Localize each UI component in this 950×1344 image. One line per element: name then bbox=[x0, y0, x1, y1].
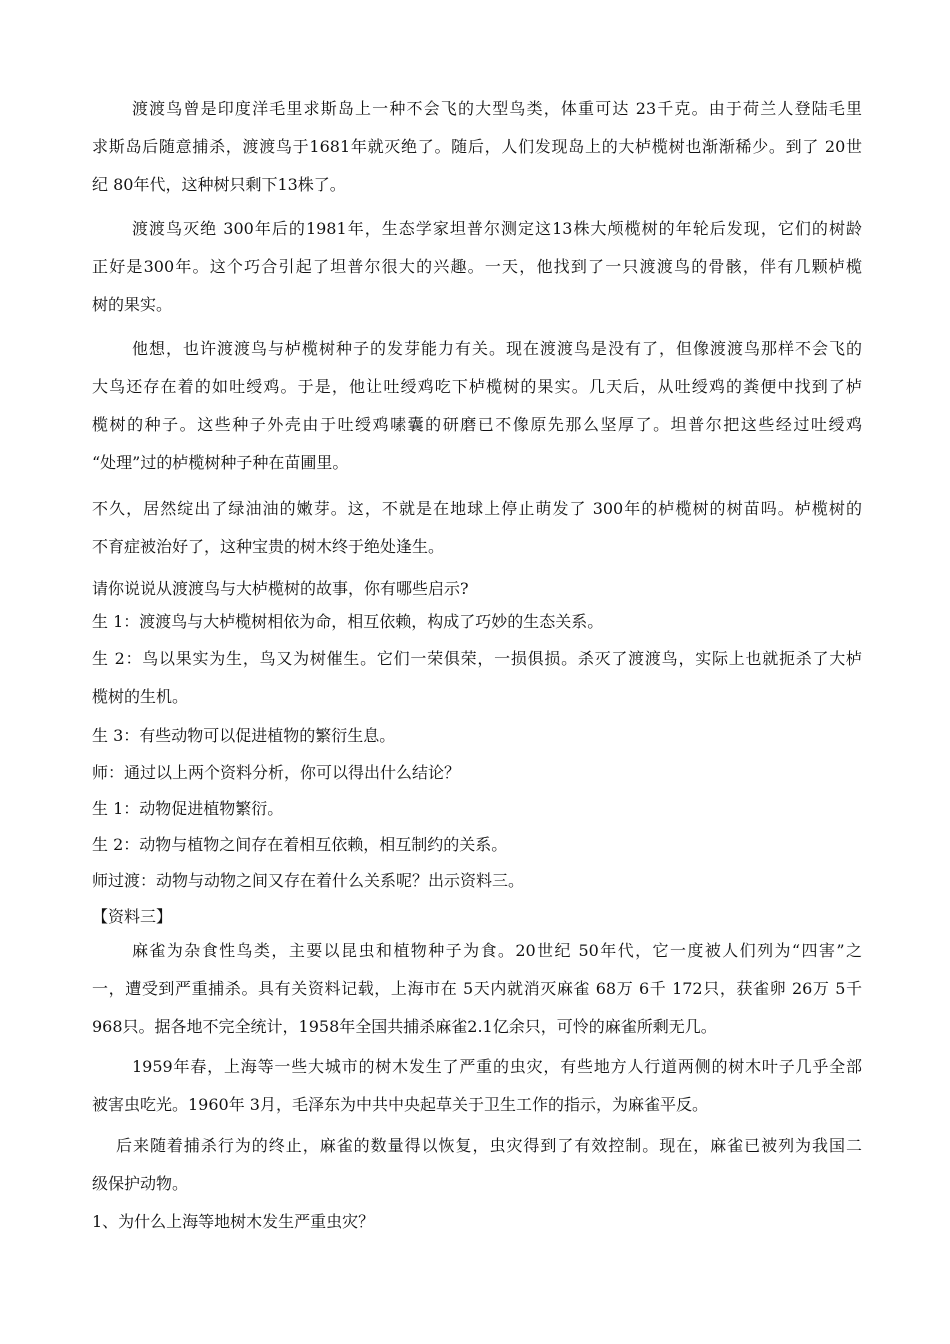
text-line: 生 3：有些动物可以促进植物的繁衍生息。 bbox=[92, 726, 396, 745]
text-line: 正好是300年。这个巧合引起了坦普尔很大的兴趣。一天，他找到了一只渡渡鸟的骨骸，伴有几颗栌榄 bbox=[92, 257, 862, 276]
text-line: 被害虫吃光。1960年 3月，毛泽东为中共中央起草关于卫生工作的指示，为麻雀平反。 bbox=[92, 1095, 708, 1114]
text-line: 师过渡：动物与动物之间又存在着什么关系呢？出示资料三。 bbox=[92, 871, 525, 890]
paragraph-temple-study bbox=[92, 210, 862, 324]
student-answer-1 bbox=[92, 603, 862, 641]
paragraph-dodo-intro bbox=[92, 90, 862, 204]
student-answer-4 bbox=[92, 790, 862, 828]
text-line: 大鸟还存在着的如吐绶鸡。于是，他让吐绶鸡吃下栌榄树的果实。几天后，从吐绶鸡的粪便中找到了栌 bbox=[92, 377, 862, 396]
text-line: “处理”过的栌榄树种子种在苗圃里。 bbox=[92, 453, 349, 472]
student-answer-3 bbox=[92, 717, 862, 755]
text-line: 不育症被治好了，这种宝贵的树木终于绝处逢生。 bbox=[92, 537, 445, 556]
paragraph-sprouting bbox=[92, 490, 862, 566]
text-line: 1、为什么上海等地树木发生严重虫灾？ bbox=[92, 1212, 375, 1231]
paragraph-insect-plague bbox=[92, 1048, 862, 1124]
student-answer-5 bbox=[92, 826, 862, 864]
text-line: 师：通过以上两个资料分析，你可以得出什么结论？ bbox=[92, 763, 461, 782]
text-line: 他想，也许渡渡鸟与栌榄树种子的发芽能力有关。现在渡渡鸟是没有了，但像渡渡鸟那样不会飞的 bbox=[132, 339, 862, 358]
text-line: 不久，居然绽出了绿油油的嫩芽。这，不就是在地球上停止萌发了 300年的栌榄树的树苗吗。栌榄树的 bbox=[92, 499, 862, 518]
text-line: 请你说说从渡渡鸟与大栌榄树的故事，你有哪些启示? bbox=[92, 579, 469, 598]
teacher-question bbox=[92, 754, 862, 792]
text-line: 树的果实。 bbox=[92, 295, 173, 314]
paragraph-turkey-experiment bbox=[92, 330, 862, 482]
text-line: 榄树的生机。 bbox=[92, 687, 189, 706]
text-line: 生 1：渡渡鸟与大栌榄树相依为命，相互依赖，构成了巧妙的生态关系。 bbox=[92, 612, 604, 631]
teacher-transition bbox=[92, 862, 862, 900]
text-line: 麻雀为杂食性鸟类，主要以昆虫和植物种子为食。20世纪 50年代，它一度被人们列为“四害”之 bbox=[132, 941, 862, 960]
text-line: 生 2：动物与植物之间存在着相互依赖，相互制约的关系。 bbox=[92, 835, 508, 854]
text-line: 生 1：动物促进植物繁衍。 bbox=[92, 799, 284, 818]
text-line: 级保护动物。 bbox=[92, 1174, 189, 1193]
text-line: 生 2：鸟以果实为生，鸟又为树催生。它们一荣俱荣，一损俱损。杀灭了渡渡鸟，实际上也就扼杀了大栌 bbox=[92, 649, 862, 668]
student-answer-2 bbox=[92, 640, 862, 716]
text-line: 1959年春，上海等一些大城市的树木发生了严重的虫灾，有些地方人行道两侧的树木叶子几乎全部 bbox=[132, 1057, 862, 1076]
text-line: 渡渡鸟曾是印度洋毛里求斯岛上一种不会飞的大型鸟类，体重可达 23千克。由于荷兰人登陆毛里 bbox=[132, 99, 862, 118]
text-line: 后来随着捕杀行为的终止，麻雀的数量得以恢复，虫灾得到了有效控制。现在，麻雀已被列为我国二 bbox=[116, 1136, 862, 1155]
paragraph-protection bbox=[92, 1127, 862, 1203]
paragraph-sparrows bbox=[92, 932, 862, 1046]
text-line: 纪 80年代，这种树只剩下13株了。 bbox=[92, 175, 346, 194]
text-line: 渡渡鸟灭绝 300年后的1981年，生态学家坦普尔测定这13株大颅榄树的年轮后发现，它们的树龄 bbox=[132, 219, 862, 238]
text-line: 968只。据各地不完全统计，1958年全国共捕杀麻雀2.1亿余只，可怜的麻雀所剩无几。 bbox=[92, 1017, 717, 1036]
section-heading-material-3 bbox=[92, 898, 862, 936]
text-line: 一，遭受到严重捕杀。具有关资料记载，上海市在 5天内就消灭麻雀 68万 6千 172只，获雀卵 26万 5千 bbox=[92, 979, 862, 998]
text-line: 【资料三】 bbox=[92, 907, 173, 926]
question-2 bbox=[92, 1203, 862, 1241]
text-line: 榄树的种子。这些种子外壳由于吐绶鸡嗉囊的研磨已不像原先那么坚厚了。坦普尔把这些经过吐绶鸡 bbox=[92, 415, 862, 434]
text-line: 求斯岛后随意捕杀，渡渡鸟于1681年就灭绝了。随后，人们发现岛上的大栌榄树也渐渐稀少。到了 20世 bbox=[92, 137, 862, 156]
